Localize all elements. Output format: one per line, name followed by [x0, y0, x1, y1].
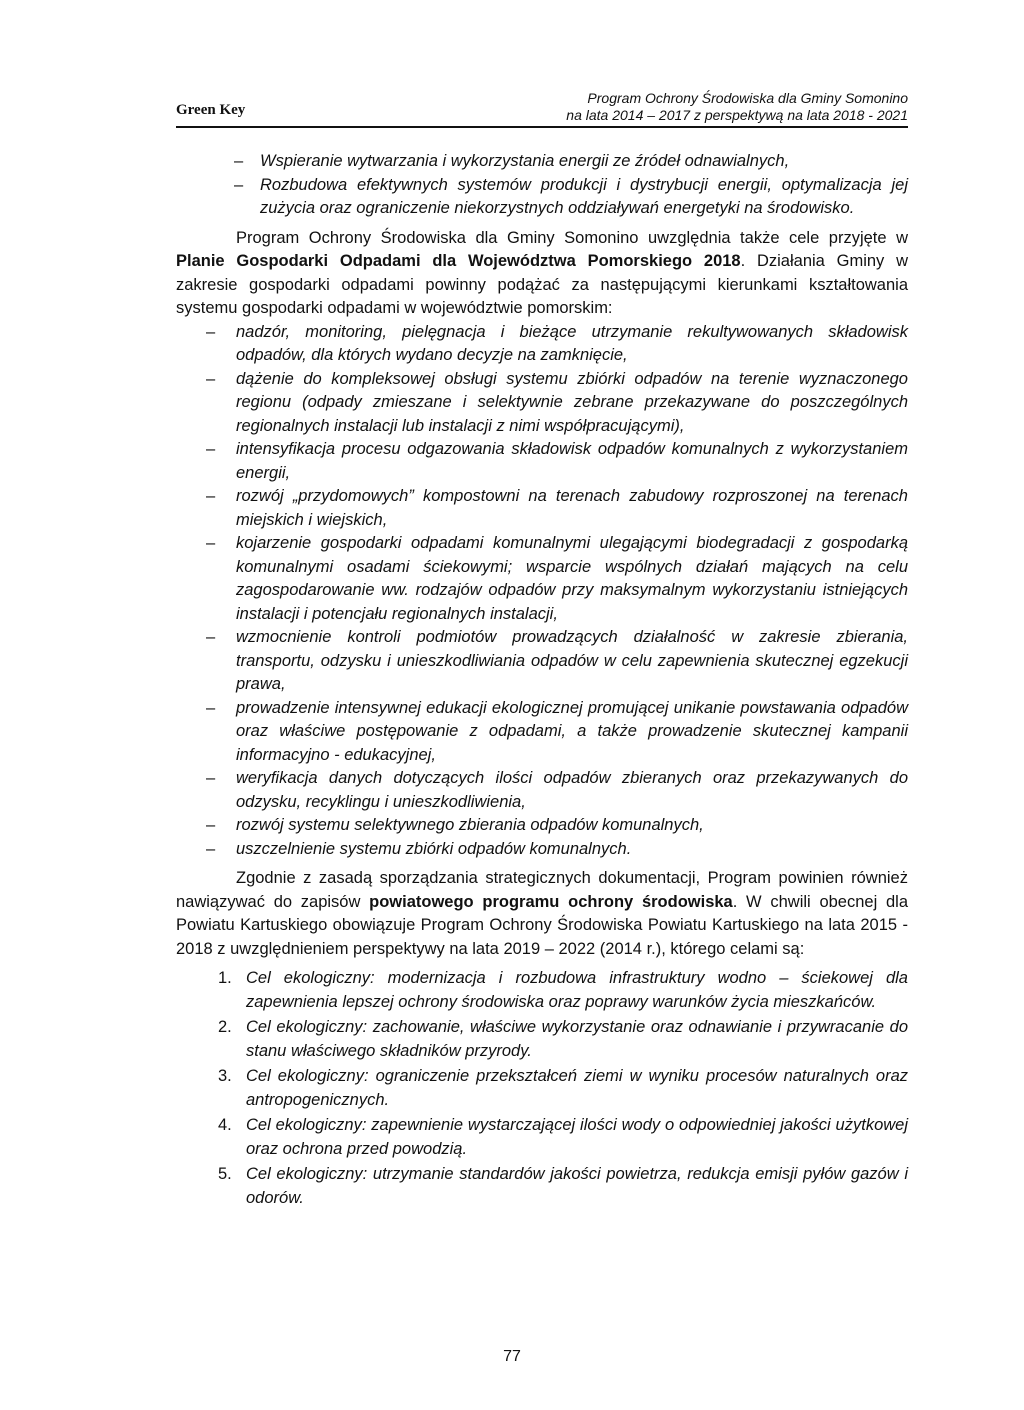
- goal-number: 1.: [218, 969, 232, 987]
- plan-name: Planie Gospodarki Odpadami dla Województwa Pomorskiego 2018: [176, 252, 741, 270]
- list-item: [176, 1065, 908, 1112]
- header-title-line2: na lata 2014 – 2017 z perspektywą na lata 2018 - 2021: [566, 107, 908, 123]
- list-item: – Rozbudowa efektywnych systemów produkcji i dystrybucji energii, optymalizacja jej zużycia oraz ograniczenie niekorzystnych oddziaływań energetyki na środowisko.: [176, 174, 908, 221]
- header-brand: Green Key: [176, 102, 246, 118]
- list-item: – prowadzenie intensywnej edukacji ekologicznej promującej unikanie powstawania odpadów oraz właściwe postępowanie z odpadami, a także prowadzenie skutecznej kampanii informacyjno - edukacyjnej,: [176, 697, 908, 768]
- goal-text: Cel ekologiczny: zachowanie, właściwe wykorzystanie oraz odnawianie i przywracanie do stanu właściwego składników przyrody.: [246, 1018, 908, 1060]
- goal-text: Cel ekologiczny: modernizacja i rozbudowa infrastruktury wodno – ściekowej dla zapewnienia lepszej ochrony środowiska oraz poprawy warunków życia mieszkańców.: [246, 969, 908, 1011]
- paragraph-waste-plan: [176, 227, 908, 321]
- list-item: – dążenie do kompleksowej obsługi systemu zbiórki odpadów na terenie wyznaczonego regionu (odpady zmieszane i selektywnie zebrane przekazywane do poszczególnych regionalnych instalacji lub instalacji z nimi współpracującymi),: [176, 368, 908, 439]
- list-item: [176, 1114, 908, 1161]
- goals-list: [176, 967, 908, 1210]
- header-rule: [176, 126, 908, 128]
- list-item: – wzmocnienie kontroli podmiotów prowadzących działalność w zakresie zbierania, transportu, odzysku i unieszkodliwiania odpadów w celu zapewnienia skutecznej egzekucji prawa,: [176, 626, 908, 697]
- page-content: [176, 150, 908, 1212]
- goal-text: Cel ekologiczny: utrzymanie standardów jakości powietrza, redukcja emisji pyłów gazów i odorów.: [246, 1165, 908, 1207]
- top-bullet-list: [176, 150, 908, 221]
- list-item: – nadzór, monitoring, pielęgnacja i bieżące utrzymanie rekultywowanych składowisk odpadów, dla których wydano decyzje na zamknięcie,: [176, 321, 908, 368]
- goal-number: 5.: [218, 1165, 232, 1183]
- goal-text: Cel ekologiczny: ograniczenie przekształceń ziemi w wyniku procesów naturalnych oraz antropogenicznych.: [246, 1067, 908, 1109]
- program-name: powiatowego programu ochrony środowiska: [369, 892, 733, 911]
- list-item: – uszczelnienie systemu zbiórki odpadów komunalnych.: [176, 838, 908, 862]
- page-number: 77: [503, 1348, 521, 1365]
- waste-bullet-list: [176, 321, 908, 862]
- paragraph-text: . Działania Gminy w zakresie gospodarki odpadami powinny podążać za następującymi kierunkami kształtowania systemu gospodarki odpadami w województwie pomorskim:: [176, 252, 908, 317]
- list-item: [176, 1163, 908, 1210]
- list-item: – intensyfikacja procesu odgazowania składowisk odpadów komunalnych z wykorzystaniem energii,: [176, 438, 908, 485]
- paragraph-text: . W chwili obecnej dla Powiatu Kartuskiego obowiązuje Program Ochrony Środowiska Powiatu Kartuskiego na lata 2015 - 2018 z uwzględnieniem perspektywy na lata 2019 – 2022 (2014 r.), którego celami są:: [176, 892, 909, 958]
- list-item: [176, 967, 908, 1014]
- list-item: [176, 1016, 908, 1063]
- list-item: – Wspieranie wytwarzania i wykorzystania energii ze źródeł odnawialnych,: [176, 150, 908, 174]
- paragraph-text: Program Ochrony Środowiska dla Gminy Somonino uwzględnia także cele przyjęte w: [236, 228, 908, 247]
- list-item: – rozwój systemu selektywnego zbierania odpadów komunalnych,: [176, 814, 908, 838]
- paragraph-text: Zgodnie z zasadą sporządzania strategicznych dokumentacji, Program powinien również nawiązywać do zapisów: [176, 869, 908, 911]
- list-item: – rozwój „przydomowych” kompostowni na terenach zabudowy rozproszonej na terenach miejskich i wiejskich,: [176, 485, 908, 532]
- goal-number: 2.: [218, 1018, 232, 1036]
- goal-text: Cel ekologiczny: zapewnienie wystarczającej ilości wody o odpowiedniej jakości użytkowej oraz ochrona przed powodzią.: [246, 1116, 908, 1158]
- header-title: [566, 90, 908, 124]
- header-title-line1: Program Ochrony Środowiska dla Gminy Somonino: [587, 90, 908, 106]
- list-item: – weryfikacja danych dotyczących ilości odpadów zbieranych oraz przekazywanych do odzysku, recyklingu i unieszkodliwienia,: [176, 767, 908, 814]
- list-item: – kojarzenie gospodarki odpadami komunalnymi ulegającymi biodegradacji z gospodarką komunalnymi osadami ściekowymi; wsparcie wspólnych działań mających na celu zagospodarowanie ww. rodzajów odpadów przy maksymalnym wykorzystaniu istniejących instalacji i potencjału regionalnych instalacji,: [176, 532, 908, 626]
- goal-number: 4.: [218, 1116, 232, 1134]
- goal-number: 3.: [218, 1067, 232, 1085]
- paragraph-county-program: [176, 867, 908, 961]
